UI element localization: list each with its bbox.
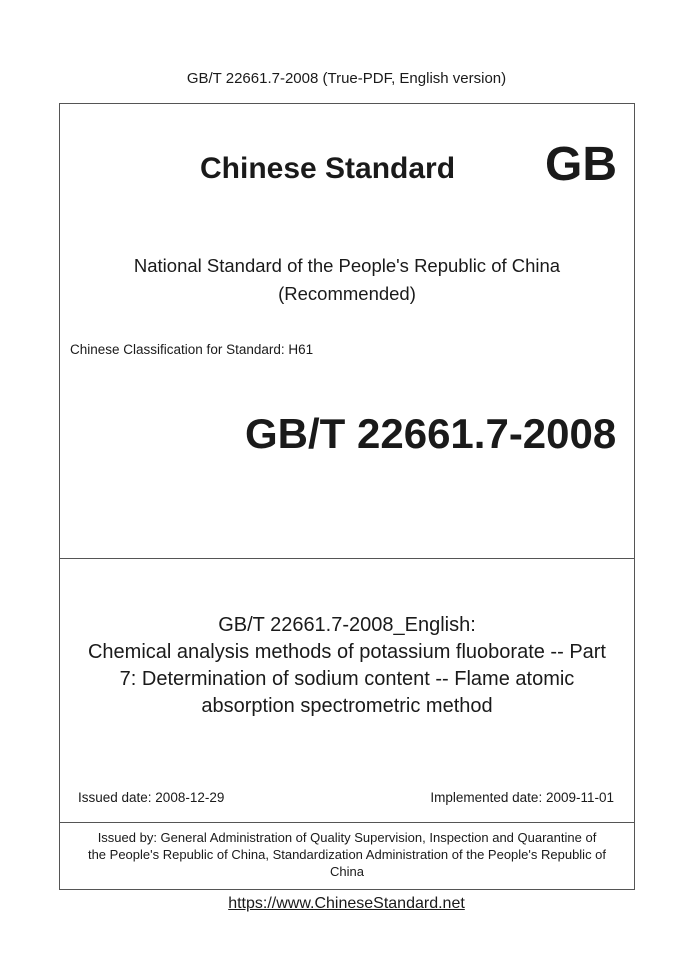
issuer-text bbox=[59, 829, 635, 880]
title-line-3: 7: Determination of sodium content -- Flame atomic bbox=[119, 668, 575, 690]
implemented-date: Implemented date: 2009-11-01 bbox=[430, 790, 614, 805]
title-line-1: GB/T 22661.7-2008_English: bbox=[218, 614, 476, 636]
gb-mark: GB bbox=[545, 138, 617, 191]
national-standard-text bbox=[59, 252, 635, 308]
header-title: GB/T 22661.7-2008 (True-PDF, English version) bbox=[186, 70, 507, 87]
national-line-2: (Recommended) bbox=[278, 283, 416, 304]
issued-date: Issued date: 2008-12-29 bbox=[78, 790, 225, 805]
issuer-line-3: China bbox=[330, 864, 364, 879]
classification: Chinese Classification for Standard: H61 bbox=[70, 342, 314, 357]
issuer-line-2: the People's Republic of China, Standardization Administration of the People's Republic of bbox=[87, 847, 607, 862]
cover-heading: Chinese Standard bbox=[200, 152, 456, 185]
standard-number: GB/T 22661.7-2008 bbox=[245, 410, 617, 457]
issuer-line-1: Issued by: General Administration of Quality Supervision, Inspection and Quarantine of bbox=[97, 830, 597, 845]
document-title bbox=[59, 612, 635, 720]
title-line-4: absorption spectrometric method bbox=[201, 695, 493, 717]
title-line-2: Chemical analysis methods of potassium fluoborate -- Part bbox=[87, 641, 606, 663]
national-line-1: National Standard of the People's Republic of China bbox=[133, 255, 561, 276]
website-link[interactable]: https://www.ChineseStandard.net bbox=[228, 895, 465, 912]
